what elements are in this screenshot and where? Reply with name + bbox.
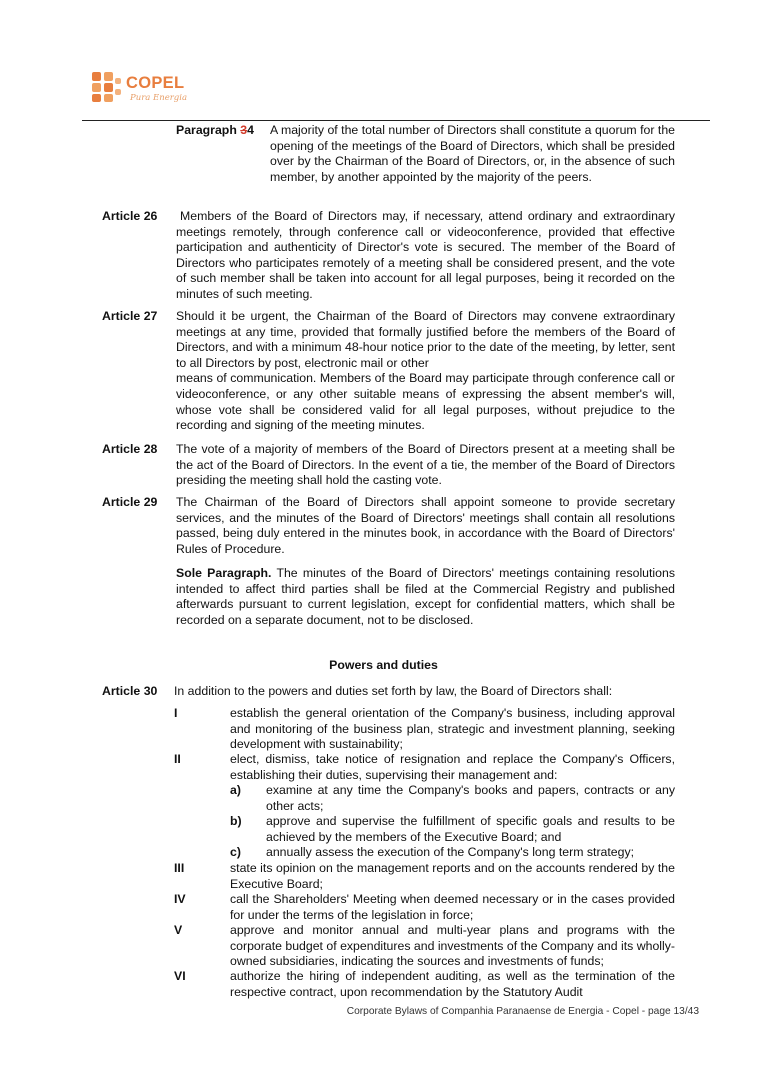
paragraph-34-struck: 3	[240, 123, 248, 137]
sole-paragraph-label: Sole Paragraph.	[176, 566, 272, 580]
item-text: authorize the hiring of independent auditing, as well as the termination of the respective contract, upon recommendation by the Statutory Audit	[230, 969, 675, 999]
paragraph-34-label: Paragraph	[176, 123, 241, 137]
article-26-label: Article 26	[102, 209, 158, 223]
logo-slogan: Pura Energia	[130, 93, 188, 103]
company-logo	[90, 70, 200, 110]
subitem-text: approve and supervise the fulfillment of specific goals and results to be achieved by the members of the Executive Board; and	[266, 814, 675, 844]
subitem-text: annually assess the execution of the Company's long term strategy;	[266, 845, 635, 859]
article-27-text	[176, 309, 675, 434]
subitem-text: examine at any time the Company's books and papers, contracts or any other acts;	[266, 783, 675, 813]
subitem-letter: a)	[230, 783, 241, 797]
item-number: II	[174, 752, 181, 766]
article-27-label: Article 27	[102, 309, 158, 323]
article-28-label: Article 28	[102, 442, 158, 456]
subitem-letter: b)	[230, 814, 242, 828]
sole-paragraph-text: The minutes of the Board of Directors' meetings containing resolutions intended to affect third parties shall be filed at the Commercial Registry and published afterwards pursuant to current legislation, except for confidential matters, which shall be recorded on a separate document, not to be disclosed.	[176, 566, 675, 627]
article-27-text-part2: means of communication. Members of the Board may participate through conference call or videoconference, or any other suitable means of expressing the absent member's will, whose vote shall be considered valid for all legal purposes, without prejudice to the recording and signing of the meeting minutes.	[176, 371, 675, 433]
item-text: elect, dismiss, take notice of resignation and replace the Company's Officers, establishing their duties, supervising their management and:	[230, 752, 675, 782]
article-27-text-part1: Should it be urgent, the Chairman of the Board of Directors may convene extraordinary meetings at any time, provided that formally justified before the members of the Board of Directors, and with a minimum 48-hour notice prior to the date of the meeting, by letter, sent to all Directors by post, electronic mail or other	[176, 309, 675, 370]
article-28-text: The vote of a majority of members of the Board of Directors present at a meeting shall be the act of the Board of Directors. In the event of a tie, the member of the Board of Directors presiding the meeting shall hold the casting vote.	[176, 442, 675, 488]
item-text: call the Shareholders' Meeting when deemed necessary or in the cases provided for under the terms of the legislation in force;	[230, 892, 675, 922]
item-text: approve and monitor annual and multi-year plans and programs with the corporate budget of expenditures and investments of the Company and its wholly-owned subsidiaries, indicating the sources and investments of funds;	[230, 923, 675, 969]
item-text: establish the general orientation of the Company's business, including approval and monitoring of the business plan, strategic and investment planning, seeking development with sustainability;	[230, 706, 675, 752]
article-29-sole-paragraph	[176, 566, 675, 628]
page-footer: Corporate Bylaws of Companhia Paranaense de Energia - Copel - page 13/43	[346, 1006, 699, 1017]
copel-logo-icon	[90, 70, 124, 104]
item-number: III	[174, 861, 185, 875]
article-29-text: The Chairman of the Board of Directors shall appoint someone to provide secretary services, and the minutes of the Board of Directors' meetings shall contain all resolutions passed, being duly entered in the minutes book, in accordance with the Board of Directors' Rules of Procedure.	[176, 495, 675, 556]
item-number: V	[174, 923, 183, 937]
article-30-intro: In addition to the powers and duties set forth by law, the Board of Directors shall:	[174, 684, 613, 698]
logo-name: COPEL	[126, 74, 185, 92]
item-number: VI	[174, 969, 186, 983]
section-heading-powers: Powers and duties	[329, 658, 438, 672]
header-divider	[82, 120, 710, 121]
article-26-text: Members of the Board of Directors may, if necessary, attend ordinary and extraordinary meetings remotely, through conference call or videoconference, provided that effective participation and authenticity of Director's vote is secured. The member of the Board of Directors who participates remotely of a meeting shall be considered present, and the vote of such member shall be taken into account for all legal purposes, being it recorded on the minutes of such meeting.	[176, 209, 675, 301]
item-number: IV	[174, 892, 186, 906]
paragraph-34-text: A majority of the total number of Directors shall constitute a quorum for the opening of the meetings of the Board of Directors, which shall be presided over by the Chairman of the Board of Directors, or, in the absence of such member, by another appointed by the majority of the peers.	[270, 123, 675, 184]
article-30-label: Article 30	[102, 684, 158, 698]
item-text: state its opinion on the management reports and on the accounts rendered by the Executive Board;	[230, 861, 675, 891]
paragraph-34-num: 4	[247, 123, 254, 137]
subitem-letter: c)	[230, 845, 241, 859]
item-number: I	[174, 706, 178, 720]
article-29-label: Article 29	[102, 495, 158, 509]
